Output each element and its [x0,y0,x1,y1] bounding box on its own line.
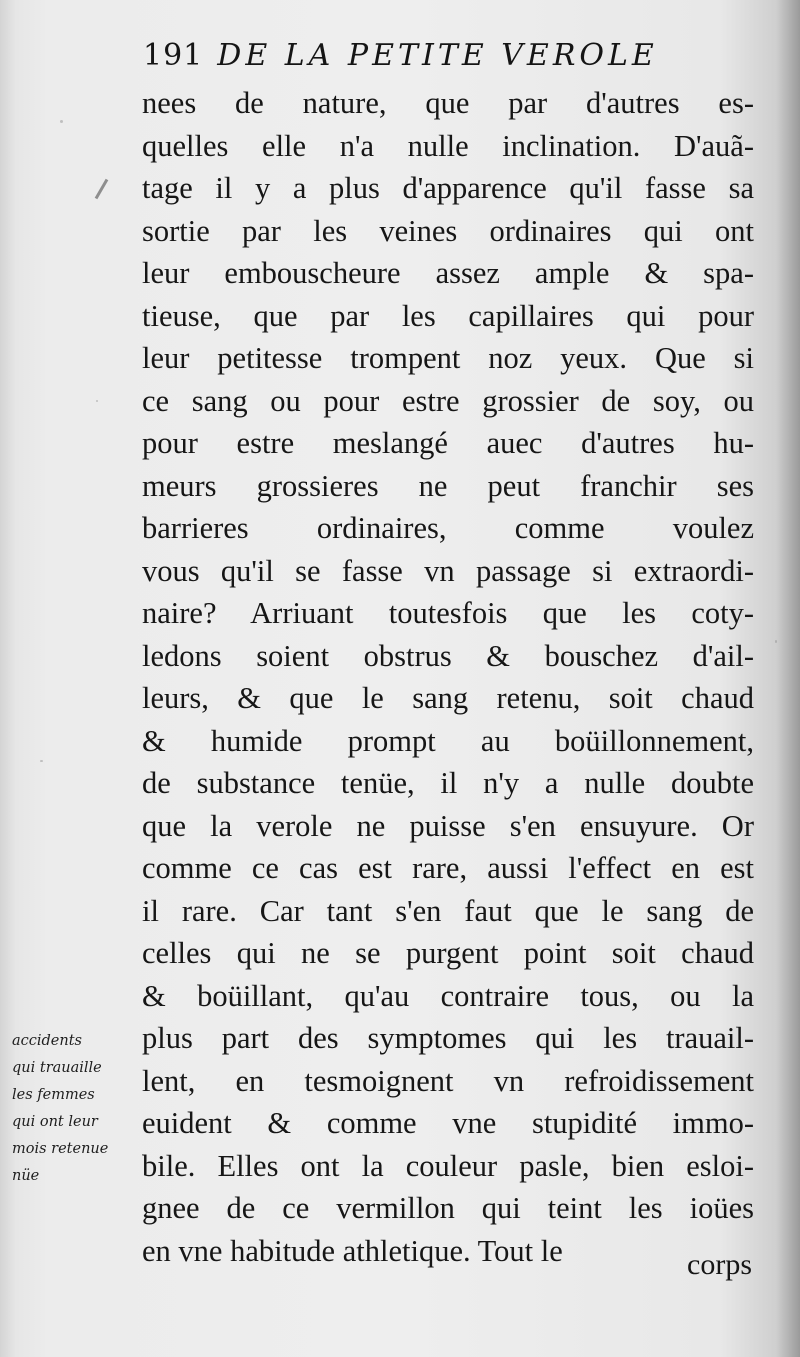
margin-note-line: accidents [12,1033,82,1049]
text-line: que la verole ne puisse s'en ensuyure. Or [142,808,754,843]
text-line: vous qu'il se fasse vn passage si extraordi- [142,553,754,588]
text-line: lent, en tesmoignent vn refroidissement [142,1063,754,1098]
catchword: corps [687,1248,752,1281]
text-line: de substance tenüe, il n'y a nulle doubte [142,766,754,800]
margin-note-line: mois retenue [12,1141,109,1157]
page-header [143,38,658,73]
paper-speck [40,760,43,762]
margin-note-line: qui ont leur [12,1114,98,1130]
handwritten-margin-note [12,1028,157,1190]
paper-speck [775,640,777,643]
text-line: quelles elle n'a nulle inclination. D'auã- [142,128,754,163]
text-line: nees de nature, que par d'autres es- [142,86,754,120]
body-text [142,82,754,1272]
text-line: & humide prompt au boüillonnement, [142,723,754,758]
paper-speck [60,120,63,123]
text-line: leur embouscheure assez ample & spa- [142,256,754,290]
text-line: sortie par les veines ordinaires qui ont [142,213,754,248]
running-title: DE LA PETITE VEROLE [217,38,658,73]
text-line: gnee de ce vermillon qui teint les ioües [142,1191,754,1225]
text-line: ce sang ou pour estre grossier de soy, ou [142,383,754,418]
text-line: comme ce cas est rare, aussi l'effect en est [142,851,754,885]
text-line: naire? Arriuant toutesfois que les coty- [142,596,754,630]
text-line: & boüillant, qu'au contraire tous, ou la [142,978,754,1013]
text-line: tage il y a plus d'apparence qu'il fasse sa [142,171,754,205]
text-line: bile. Elles ont la couleur pasle, bien esloi- [142,1148,754,1183]
page-number: 191 [143,38,204,73]
margin-note-line: nüe [12,1168,40,1184]
text-line: tieuse, que par les capillaires qui pour [142,298,754,333]
text-line: leur petitesse trompent noz yeux. Que si [142,341,754,375]
text-line: ledons soient obstrus & bouschez d'ail- [142,638,754,673]
margin-note-line: les femmes [12,1087,95,1103]
text-line: meurs grossieres ne peut franchir ses [142,468,754,503]
margin-note-line: qui trauaille [12,1060,102,1076]
text-line: plus part des symptomes qui les trauail- [142,1021,754,1055]
text-line: pour estre meslangé auec d'autres hu- [142,426,754,460]
text-line: euident & comme vne stupidité immo- [142,1106,754,1140]
text-line: barrieres ordinaires, comme voulez [142,511,754,545]
pencil-mark [95,179,109,200]
text-line: leurs, & que le sang retenu, soit chaud [142,681,754,715]
text-line: il rare. Car tant s'en faut que le sang de [142,893,754,928]
text-line: en vne habitude athletique. Tout le [142,1233,563,1268]
paper-speck [96,400,98,402]
text-line: celles qui ne se purgent point soit chaud [142,936,754,970]
